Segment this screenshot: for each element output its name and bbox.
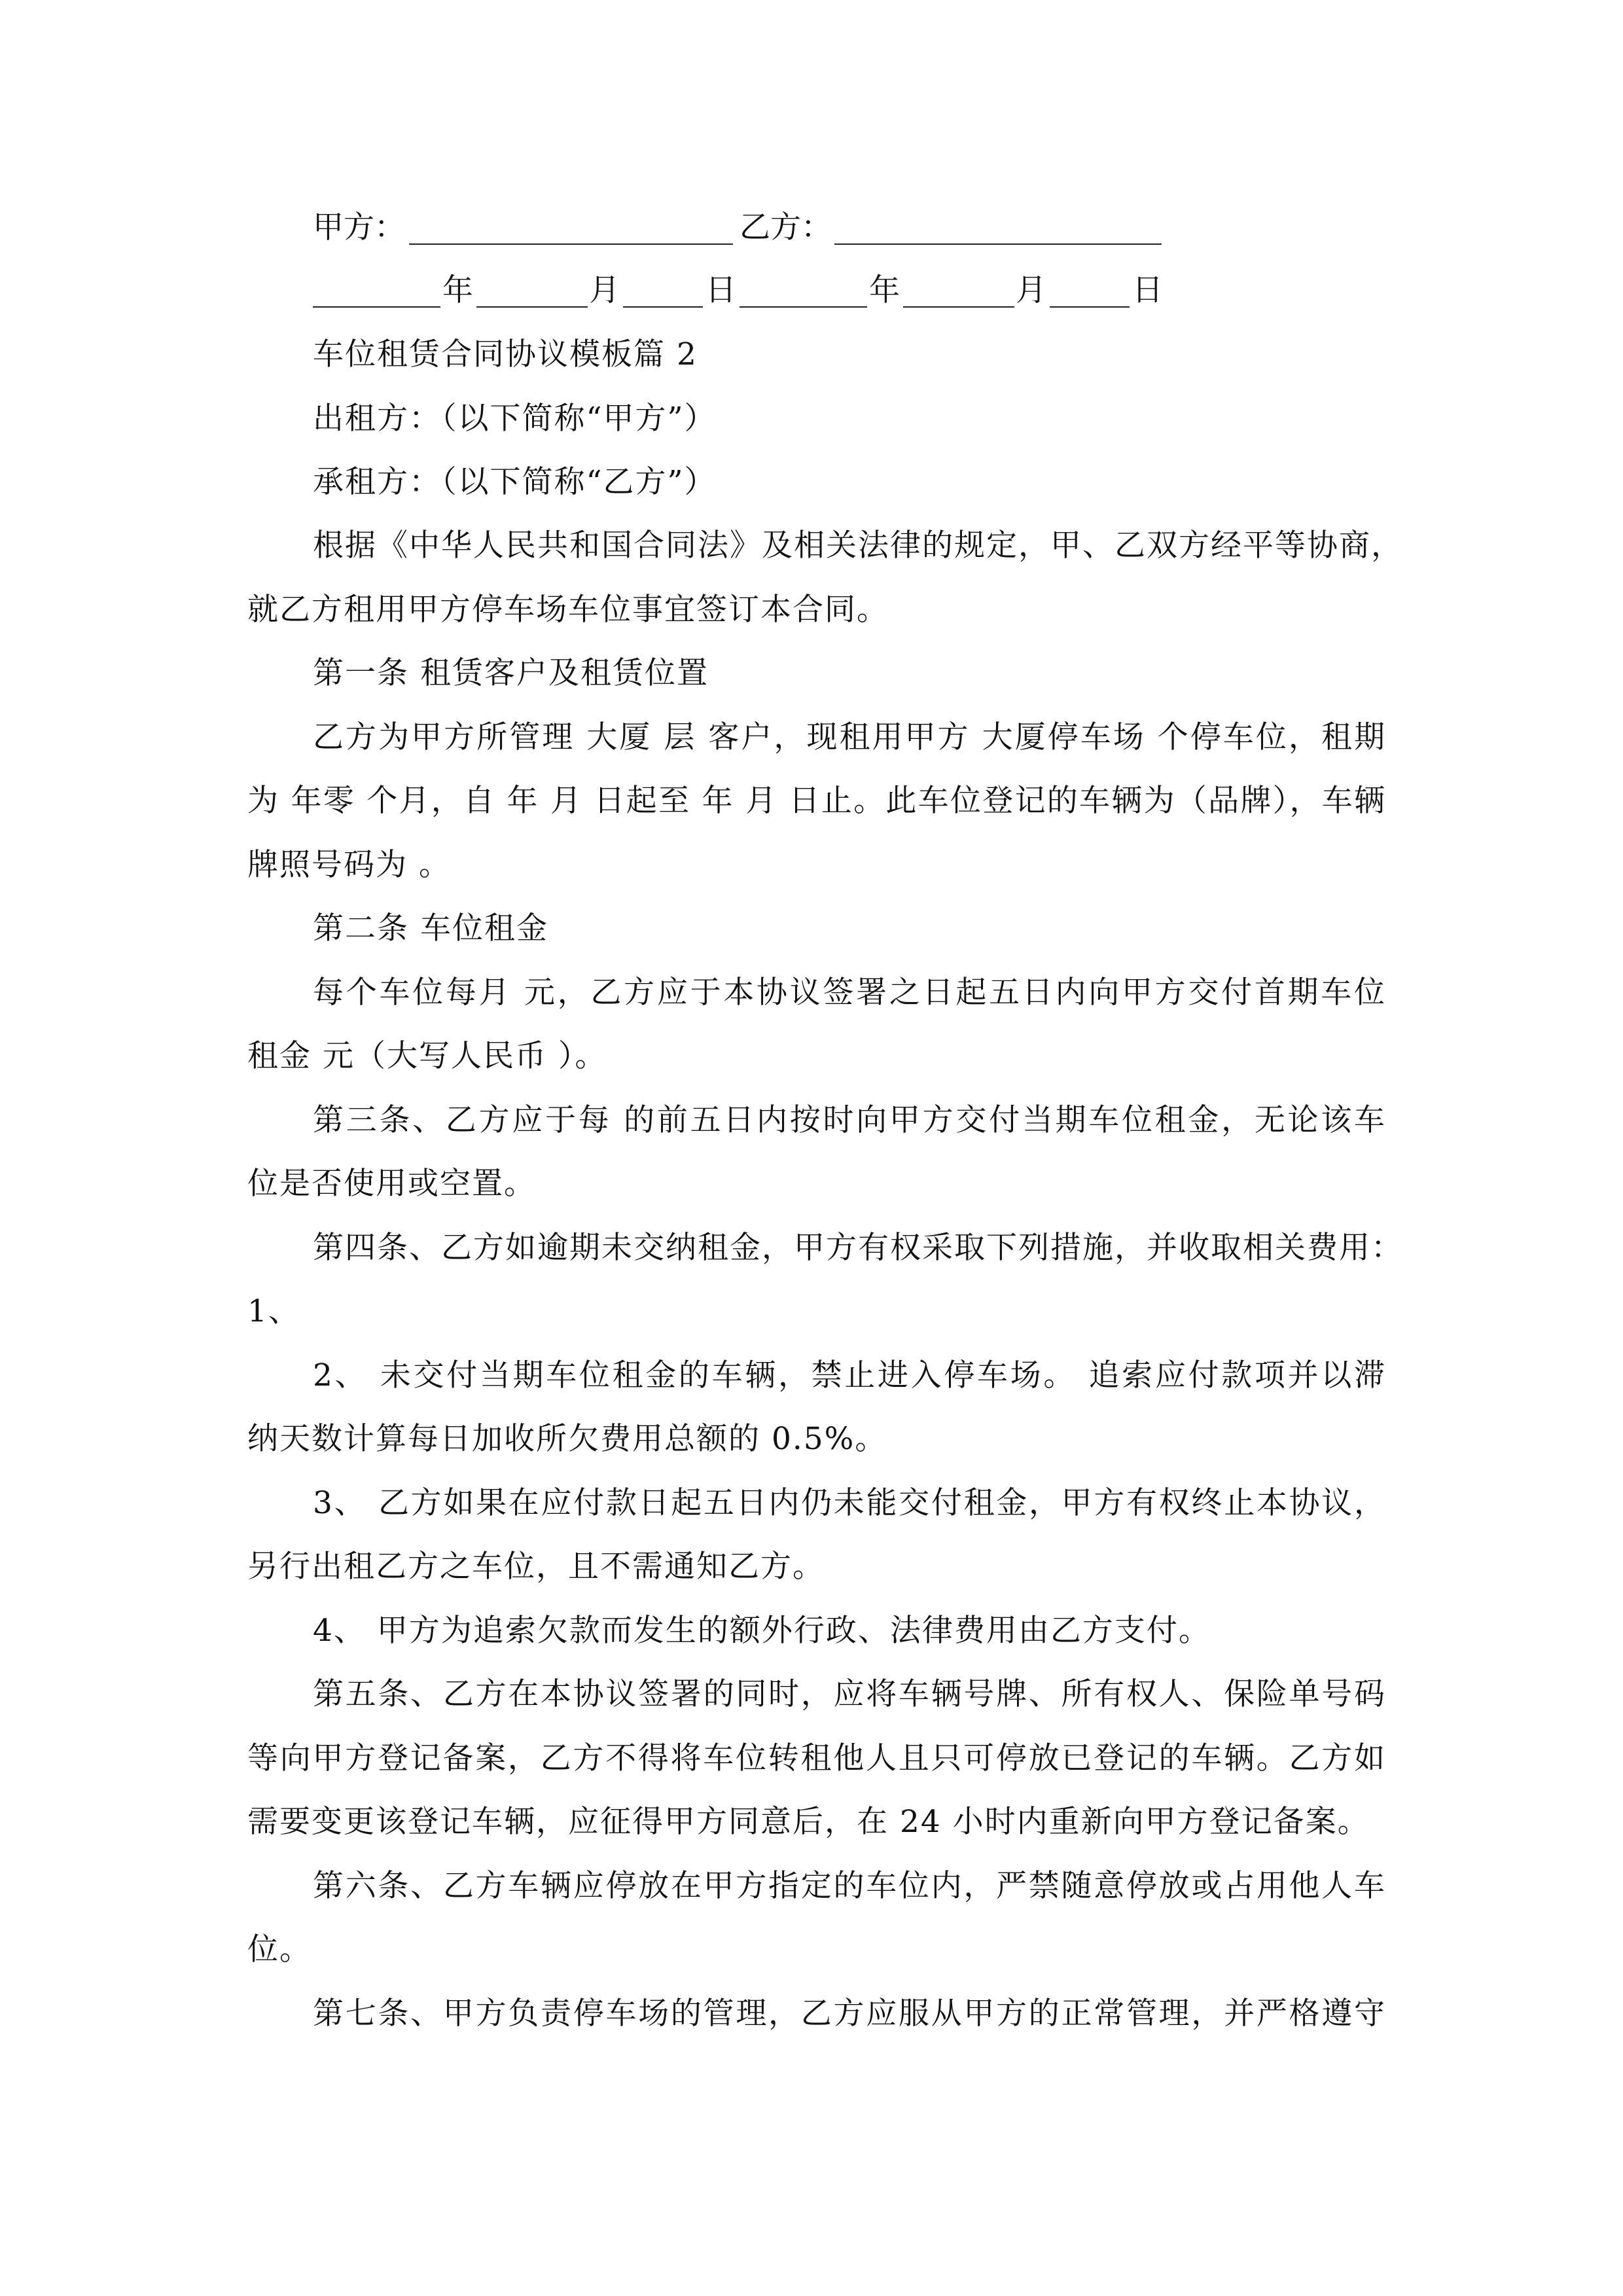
intro-line-1: 根据《中华人民共和国合同法》及相关法律的规定，甲、乙双方经平等协商， (313, 528, 1403, 564)
article-5-line-3: 需要变更该登记车辆，应征得甲方同意后，在 24 小时内重新向甲方登记备案。 (247, 1804, 1370, 1840)
date-b-day-blank (1050, 306, 1130, 308)
article-4-item-4: 4、 甲方为追索欠款而发生的额外行政、法律费用由乙方支付。 (313, 1613, 1211, 1649)
party-a-blank (409, 243, 733, 245)
intro-line-2: 就乙方租用甲方停车场车位事宜签订本合同。 (247, 592, 889, 628)
party-b-label: 乙方： (740, 209, 832, 245)
document-title: 车位租赁合同协议模板篇 2 (313, 336, 698, 372)
article-1-heading: 第一条 租赁客户及租赁位置 (313, 655, 709, 691)
article-5-line-2: 等向甲方登记备案，乙方不得将车位转租他人且只可停放已登记的车辆。乙方如 (247, 1740, 1386, 1776)
date-a-month: 月 (589, 272, 620, 308)
date-b-day: 日 (1132, 272, 1163, 308)
article-4-line-1: 第四条、乙方如逾期未交纳租金，甲方有权采取下列措施，并收取相关费用： (313, 1230, 1403, 1266)
date-a-year-blank (313, 306, 440, 308)
date-a-month-blank (476, 306, 588, 308)
article-3-line-1: 第三条、乙方应于每 的前五日内按时向甲方交付当期车位租金，无论该车 (313, 1102, 1386, 1138)
date-a-day: 日 (705, 272, 736, 308)
date-b-year: 年 (869, 272, 900, 308)
article-5-line-1: 第五条、乙方在本协议签署的同时，应将车辆号牌、所有权人、保险单号码 (313, 1676, 1386, 1712)
article-7-line-1: 第七条、甲方负责停车场的管理，乙方应服从甲方的正常管理，并严格遵守 (313, 1996, 1386, 2032)
article-4-item-3-line-2: 另行出租乙方之车位，且不需通知乙方。 (247, 1549, 825, 1585)
date-a-day-blank (623, 306, 703, 308)
article-4-item-2-line-2: 纳天数计算每日加收所欠费用总额的 0.5%。 (247, 1421, 887, 1457)
date-b-year-blank (740, 306, 867, 308)
date-a-year: 年 (442, 272, 473, 308)
article-2-heading: 第二条 车位租金 (313, 910, 548, 946)
article-6-line-2: 位。 (247, 1931, 312, 1967)
article-1-line-3: 牌照号码为 。 (247, 847, 451, 883)
date-b-month: 月 (1016, 272, 1046, 308)
article-3-line-2: 位是否使用或空置。 (247, 1166, 536, 1202)
lessee-line: 承租方：（以下简称“乙方”） (313, 464, 717, 500)
date-b-month-blank (903, 306, 1014, 308)
article-2-line-2: 租金 元（大写人民币 ）。 (247, 1038, 607, 1074)
article-6-line-1: 第六条、乙方车辆应停放在甲方指定的车位内，严禁随意停放或占用他人车 (313, 1868, 1386, 1904)
party-b-blank (834, 243, 1162, 245)
article-2-line-1: 每个车位每月 元，乙方应于本协议签署之日起五日内向甲方交付首期车位 (313, 975, 1386, 1011)
article-1-line-1: 乙方为甲方所管理 大厦 层 客户，现租用甲方 大厦停车场 个停车位，租期 (313, 719, 1386, 755)
article-4-item-3-line-1: 3、 乙方如果在应付款日起五日内仍未能交付租金，甲方有权终止本协议， (313, 1485, 1386, 1521)
article-1-line-2: 为 年零 个月，自 年 月 日起至 年 月 日止。此车位登记的车辆为（品牌），车辆 (247, 783, 1386, 819)
article-4-item-2-line-1: 2、 未交付当期车位租金的车辆，禁止进入停车场。 追索应付款项并以滞 (313, 1357, 1386, 1393)
lessor-line: 出租方：（以下简称“甲方”） (313, 401, 717, 437)
party-a-label: 甲方： (313, 209, 405, 245)
article-4-item-1: 1、 (247, 1293, 300, 1329)
